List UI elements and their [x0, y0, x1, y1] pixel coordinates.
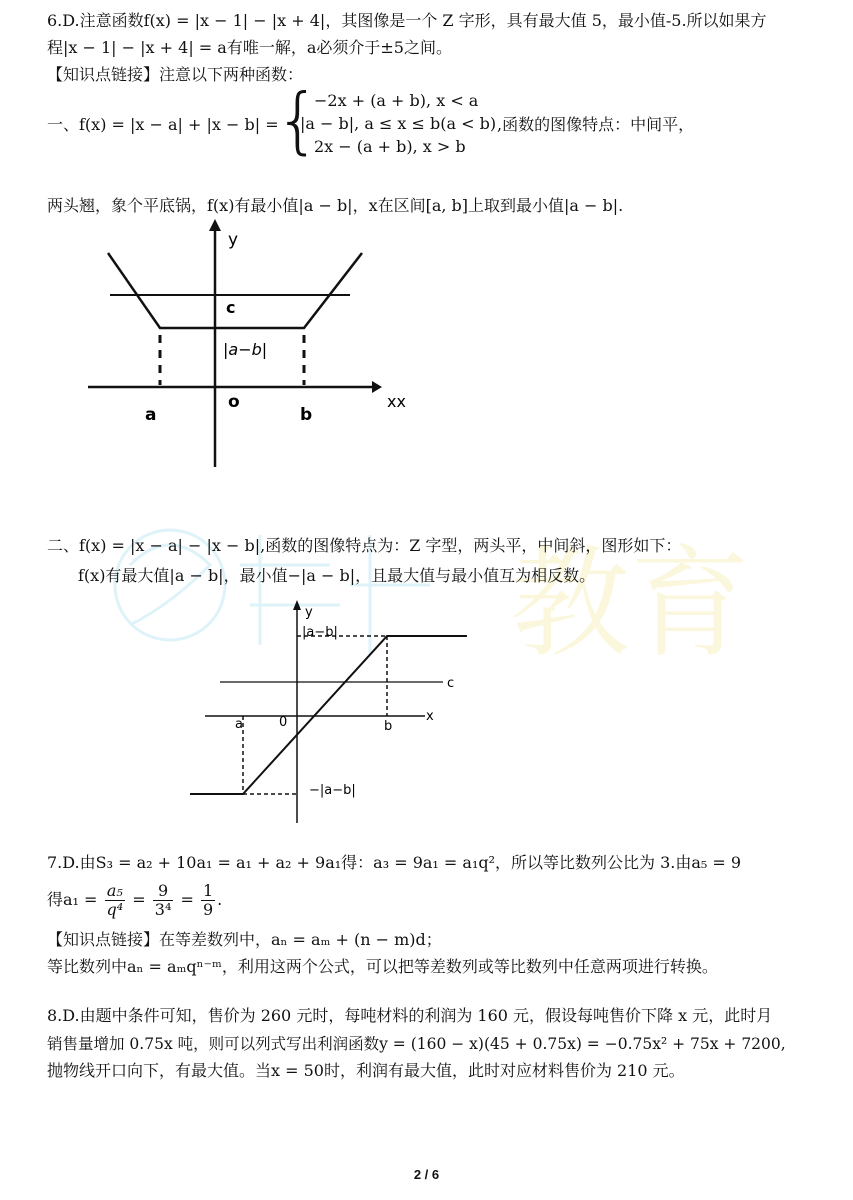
graph1-o-label: o	[228, 392, 240, 412]
q7-line4: 等比数列中aₙ = aₘqⁿ⁻ᵐ，利用这两个公式，可以把等差数列或等比数列中任意两项进行转换。	[47, 957, 718, 976]
graph2-c-label: c	[447, 676, 455, 691]
part1-suffix: ,函数的图像特点：中间平，	[497, 115, 695, 134]
q7-link-line: 【知识点链接】在等差数列中，aₙ = aₘ + (n − m)d；	[47, 930, 442, 949]
q8-line1: 8.D.由题中条件可知，售价为 260 元时，每吨材料的利润为 160 元，假设每吨售价下降 x 元，此时月	[47, 1006, 773, 1025]
graph1-a-label: a	[145, 405, 157, 425]
q8-line3: 抛物线开口向下，有最大值。当x = 50时，利润有最大值，此时对应材料售价为 210 元。	[47, 1061, 685, 1080]
q7-line2: 得a₁ = $\frac{\text{a₅}}{\text{q⁴}}$ = $\frac{9}{\text{3⁴}}$ = $\frac{1}{9}$ .	[47, 881, 223, 919]
graph2-max-label: |a−b|	[302, 625, 338, 640]
piece-1: −2x + (a + b), x < a	[314, 91, 479, 110]
graph1-y-label: y	[228, 230, 239, 250]
graph-flat-bottom	[80, 215, 430, 475]
fraction-9-3-4: $\frac{9}{\text{3⁴}}$	[154, 881, 172, 919]
graph2-y-label: y	[305, 605, 313, 620]
q6-link-label: 【知识点链接】注意以下两种函数：	[47, 65, 304, 84]
piece-2: |a − b|, a ≤ x ≤ b(a < b)	[300, 114, 497, 133]
fraction-a5-q4: $\frac{\text{a₅}}{\text{q⁴}}$	[106, 881, 124, 919]
watermark-text: 教育	[510, 535, 750, 674]
x-axis-arrow	[372, 381, 382, 393]
y-axis-arrow	[293, 600, 301, 610]
graph1-c-label: c	[226, 298, 236, 317]
part1-line2: 两头翘，象个平底锅，f(x)有最小值|a − b|，x在区间[a, b]上取到最小值|a − b|.	[47, 196, 624, 215]
fraction-1-9: $\frac{1}{9}$	[202, 881, 214, 919]
graph2-x-label: x	[426, 709, 434, 724]
q8-line2: 销售量增加 0.75x 吨，则可以列式写出利润函数y = (160 − x)(45 + 0.75x) = −0.75x² + 75x + 7200,	[47, 1035, 786, 1053]
q7-line1: 7.D.由S₃ = a₂ + 10a₁ = a₁ + a₂ + 9a₁得：a₃ = 9a₁ = a₁q²，所以等比数列公比为 3.由a₅ = 9	[47, 853, 742, 872]
q6-line2: 程|x − 1| − |x + 4| = a有唯一解，a必须介于±5之间。	[47, 38, 452, 57]
part1-prefix: 一、f(x) = |x − a| + |x − b| =	[47, 115, 279, 134]
q6-line1: 6.D.注意函数f(x) = |x − 1| − |x + 4|，其图像是一个 Z 字形，具有最大值 5，最小值-5.所以如果方	[47, 11, 767, 30]
graph1-b-label: b	[300, 405, 313, 425]
part2-line2: f(x)有最大值|a − b|，最小值−|a − b|，且最大值与最小值互为相反数。	[78, 566, 596, 585]
piece-3: 2x − (a + b), x > b	[314, 137, 466, 156]
graph1-x-label: xx	[387, 392, 406, 411]
part2-line1: 二、f(x) = |x − a| − |x − b|,函数的图像特点为：Z 字型，两头平，中间斜，图形如下：	[47, 536, 682, 555]
page-number: 2 / 6	[413, 1167, 440, 1182]
graph2-b-label: b	[384, 719, 393, 734]
piecewise-brace: {	[275, 78, 321, 162]
graph-z-shape	[185, 598, 475, 826]
graph2-min-label: −|a−b|	[309, 783, 356, 798]
graph2-o-label: 0	[279, 715, 288, 730]
graph2-a-label: a	[235, 717, 243, 732]
y-axis-arrow	[209, 219, 221, 231]
graph1-ab-label: |a−b|	[223, 340, 268, 359]
piecewise-cases	[300, 90, 497, 160]
q7-line2-prefix: 得a₁ =	[47, 890, 98, 909]
